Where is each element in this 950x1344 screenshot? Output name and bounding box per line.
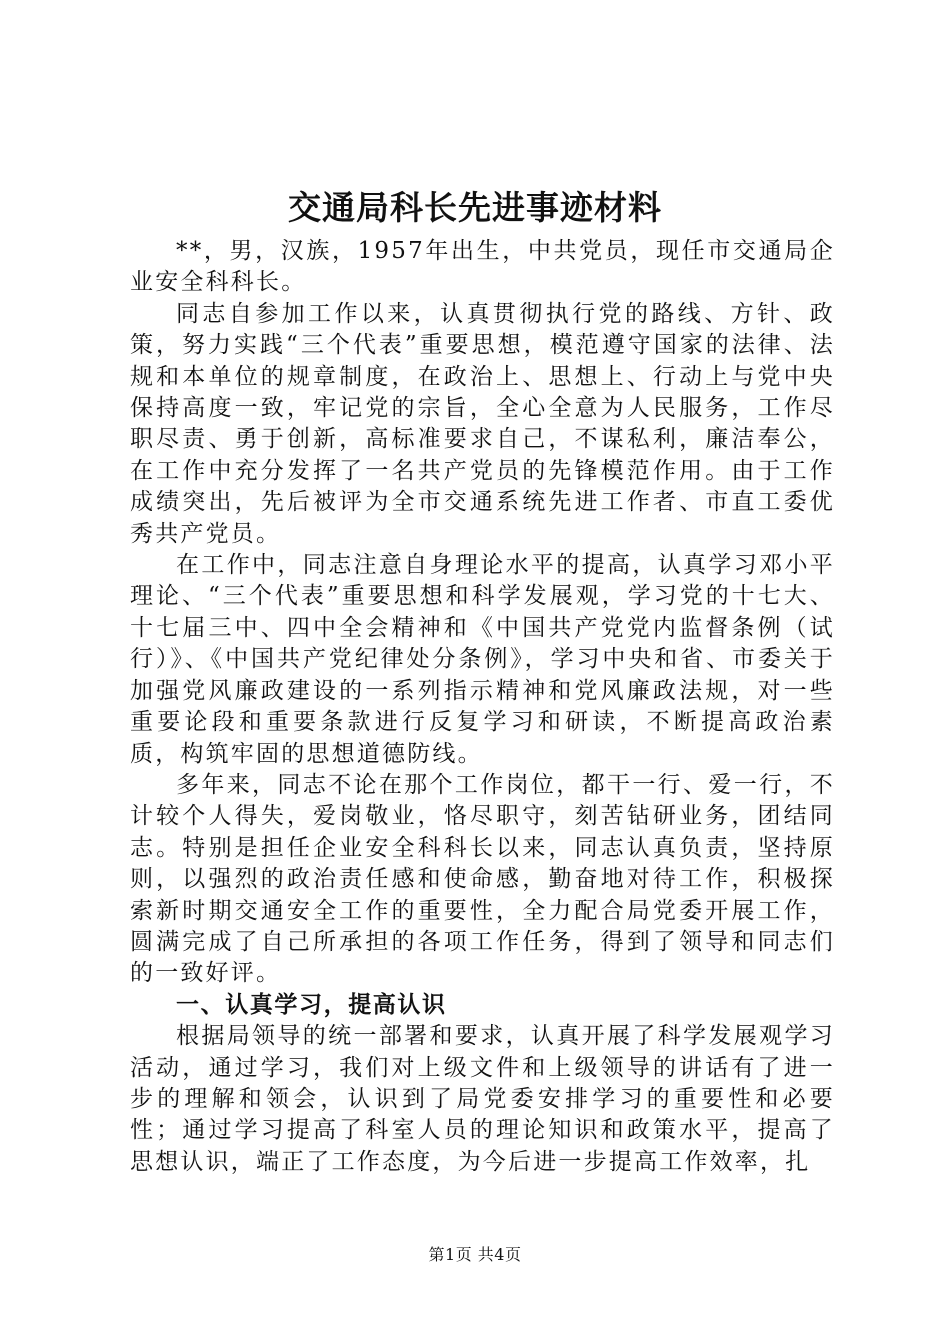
paragraph-theory-study: 在工作中，同志注意自身理论水平的提高，认真学习邓小平理论、“三个代表”重要思想和科学发展观，学习党的十七大、十七届三中、四中全会精神和《中国共产党党内监督条例（试行）》、《中国共产党纪律处分条例》，学习中央和省、市委关于加强党风廉政建设的一系列指示精神和党风廉政法规，对一些重要论段和重要条款进行反复学习和研读，不断提高政治素质，构筑牢固的思想道德防线。: [130, 552, 835, 767]
section-heading: 一、认真学习，提高认识: [176, 991, 447, 1018]
paragraph-work-attitude: 同志自参加工作以来，认真贯彻执行党的路线、方针、政策，努力实践“三个代表”重要思想，模范遵守国家的法律、法规和本单位的规章制度，在政治上、思想上、行动上与党中央保持高度一致，牢记党的宗旨，全心全意为人民服务，工作尽职尽责、勇于创新，高标准要求自己，不谋私利，廉洁奉公，在工作中充分发挥了一名共产党员的先锋模范作用。由于工作成绩突出，先后被评为全市交通系统先进工作者、市直工委优秀共产党员。: [130, 300, 835, 547]
page-number-footer: 第1页 共4页: [428, 1245, 522, 1264]
paragraph-section-one: 根据局领导的统一部署和要求，认真开展了科学发展观学习活动，通过学习，我们对上级文件和上级领导的讲话有了进一步的理解和领会，认识到了局党委安排学习的重要性和必要性；通过学习提高了科室人员的理论知识和政策水平，提高了思想认识，端正了工作态度，为今后进一步提高工作效率，扎: [130, 1023, 835, 1175]
document-title: 交通局科长先进事迹材料: [288, 188, 662, 227]
paragraph-dedication: 多年来，同志不论在那个工作岗位，都干一行、爱一行，不计较个人得失，爱岗敬业，恪尽职守，刻苦钻研业务，团结同志。特别是担任企业安全科科长以来，同志认真负责，坚持原则，以强烈的政治责任感和使命感，勤奋地对待工作，积极探索新时期交通安全工作的重要性，全力配合局党委开展工作，圆满完成了自己所承担的各项工作任务，得到了领导和同志们的一致好评。: [130, 771, 835, 987]
paragraph-intro: **，男，汉族，1957年出生，中共党员，现任市交通局企业安全科科长。: [130, 238, 835, 296]
document-body: [130, 236, 835, 1178]
